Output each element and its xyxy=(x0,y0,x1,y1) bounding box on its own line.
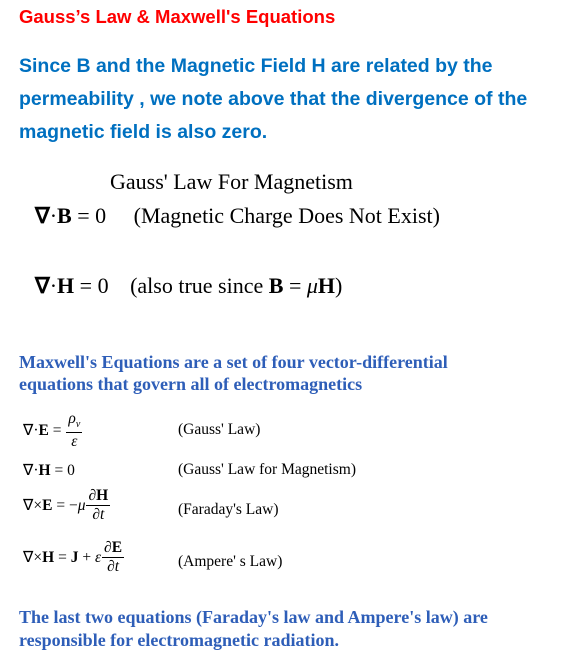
closing-line: The last two equations (Faraday's law and Ampere's law) are xyxy=(19,607,488,627)
maxwell-heading-line: equations that govern all of electromagnetics xyxy=(19,374,363,394)
equation-fraction xyxy=(66,411,82,450)
page-title: Gauss’s Law & Maxwell's Equations xyxy=(19,6,336,27)
intro-line: permeability , we note above that the divergence of the xyxy=(19,88,528,110)
equation-lhs: ∇·H = 0 xyxy=(23,462,75,479)
maxwell-heading xyxy=(19,351,448,395)
equation-div-b-lhs: ∇·B = 0 xyxy=(35,203,112,228)
maxwell-equation-gauss xyxy=(23,411,83,450)
equation-label: (Ampere' s Law) xyxy=(178,553,283,570)
equation-label: (Gauss' Law for Magnetism) xyxy=(178,461,356,478)
equation-lhs: ∇·E = xyxy=(23,421,66,439)
equation-lhs: ∇×E = −μ xyxy=(23,497,86,515)
intro-line: magnetic field is also zero. xyxy=(19,121,268,143)
fraction-numerator: ∂H xyxy=(86,488,110,506)
equation-div-b xyxy=(35,203,440,229)
fraction-denominator: ε xyxy=(71,432,78,450)
equation-div-b-note: (Magnetic Charge Does Not Exist) xyxy=(133,203,440,228)
equation-lhs: ∇×H = J + ε xyxy=(23,549,102,567)
fraction-denominator: ∂t xyxy=(92,506,105,524)
fraction-numerator: ∂E xyxy=(102,540,124,558)
closing-line: responsible for electromagnetic radiation. xyxy=(19,630,339,650)
equation-fraction xyxy=(86,488,110,524)
note-text: (also true since xyxy=(130,273,269,298)
intro-line: Since B and the Magnetic Field H are related by the xyxy=(19,55,493,77)
fraction-denominator: ∂t xyxy=(107,558,120,576)
equation-fraction xyxy=(102,540,124,576)
maxwell-equation-faraday xyxy=(23,488,111,524)
maxwell-equation-gauss-magnetism xyxy=(23,461,75,480)
equation-div-h xyxy=(35,273,342,299)
fraction-numerator: $\rho_v$ xyxy=(66,411,82,433)
equation-label: (Faraday's Law) xyxy=(178,501,279,518)
gauss-magnetism-heading: Gauss' Law For Magnetism xyxy=(110,169,353,194)
equation-div-h-note: (also true since B = μH) xyxy=(130,273,343,298)
equation-label: (Gauss' Law) xyxy=(178,421,261,438)
intro-paragraph xyxy=(19,50,527,149)
note-text: ) xyxy=(335,273,343,298)
maxwell-heading-line: Maxwell's Equations are a set of four vector-differential xyxy=(19,352,448,372)
maxwell-equation-ampere xyxy=(23,540,125,576)
closing-paragraph xyxy=(19,606,488,652)
equation-div-h-lhs: ∇·H = 0 xyxy=(35,273,115,298)
